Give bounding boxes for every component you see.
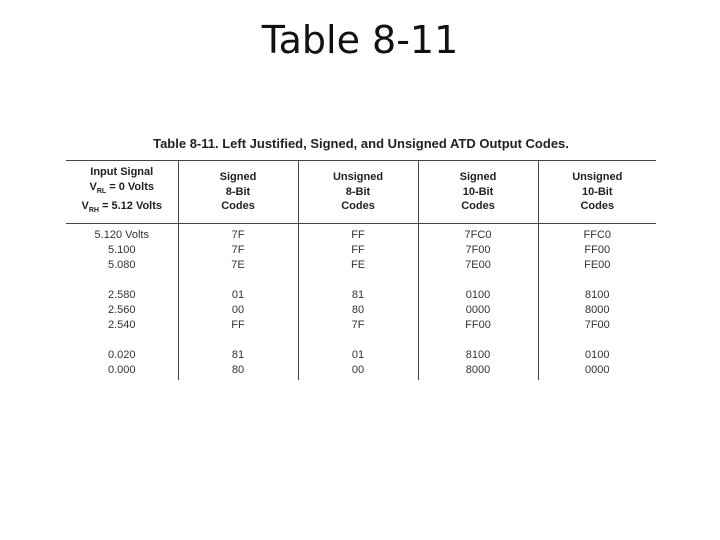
cell-signed-10bit: FF00 [418, 318, 538, 348]
table-body [66, 223, 656, 380]
cell-signed-8bit: 00 [178, 303, 298, 318]
table-row [66, 258, 656, 288]
cell-input-signal: 5.120 Volts [66, 223, 178, 243]
cell-signed-8bit: 80 [178, 363, 298, 380]
header-input-signal-line: Input Signal [90, 166, 154, 178]
atd-output-codes-table [66, 160, 656, 380]
cell-signed-10bit: 7FC0 [418, 223, 538, 243]
cell-input-signal: 2.560 [66, 303, 178, 318]
table-header [66, 161, 656, 224]
cell-input-signal: 0.000 [66, 363, 178, 380]
header-vrh: $V_{RH} = 5.12$ Volts [81, 200, 163, 215]
cell-input-signal: 5.100 [66, 243, 178, 258]
cell-unsigned-8bit: 80 [298, 303, 418, 318]
table-row [66, 303, 656, 318]
cell-signed-8bit: 7F [178, 243, 298, 258]
table-row [66, 363, 656, 380]
cell-unsigned-10bit: 8100 [585, 288, 610, 301]
cell-unsigned-8bit: 81 [298, 288, 418, 303]
header-signed-8bit: Signed 8-Bit Codes [178, 161, 298, 224]
cell-signed-10bit: 0000 [418, 303, 538, 318]
cell-signed-10bit: 0100 [418, 288, 538, 303]
cell-unsigned-10bit: 8000 [585, 303, 610, 316]
header-signed-10bit: Signed 10-Bit Codes [418, 161, 538, 224]
cell-input-signal: 2.580 [66, 288, 178, 303]
header-unsigned-8bit: Unsigned 8-Bit Codes [298, 161, 418, 224]
cell-unsigned-10bit: 0000 [585, 363, 610, 376]
table-row [66, 348, 656, 363]
header-unsigned-10bit: Unsigned 10-Bit Codes [538, 161, 656, 224]
cell-signed-10bit: 7E00 [418, 258, 538, 288]
cell-signed-10bit: 8000 [418, 363, 538, 380]
cell-input-signal: 5.080 [66, 258, 178, 288]
header-row [66, 161, 656, 224]
header-vrl: $V_{RL} = 0$ Volts [89, 180, 154, 195]
cell-input-signal: 0.020 [66, 348, 178, 363]
table-caption: Table 8-11. Left Justified, Signed, and Unsigned ATD Output Codes. [153, 136, 569, 151]
table-row [66, 288, 656, 303]
cell-signed-8bit: 7E [178, 258, 298, 288]
cell-unsigned-8bit: 01 [298, 348, 418, 363]
cell-unsigned-10bit: FF00 [584, 243, 611, 256]
cell-unsigned-10bit: FFC0 [583, 228, 611, 241]
cell-unsigned-8bit: FF [298, 243, 418, 258]
cell-unsigned-8bit: FE [298, 258, 418, 288]
cell-unsigned-10bit: 0100 [585, 348, 610, 361]
cell-signed-8bit: 81 [178, 348, 298, 363]
cell-signed-10bit: 7F00 [418, 243, 538, 258]
cell-input-signal: 2.540 [66, 318, 178, 348]
table-row [66, 243, 656, 258]
table-row [66, 223, 656, 243]
cell-unsigned-8bit: 7F [298, 318, 418, 348]
cell-signed-8bit: FF [178, 318, 298, 348]
header-input-signal [66, 161, 178, 224]
cell-unsigned-8bit: 00 [298, 363, 418, 380]
cell-unsigned-10bit: FE00 [584, 258, 611, 271]
cell-signed-10bit: 8100 [418, 348, 538, 363]
cell-signed-8bit: 7F [178, 223, 298, 243]
cell-signed-8bit: 01 [178, 288, 298, 303]
table-row [66, 318, 656, 348]
cell-unsigned-8bit: FF [298, 223, 418, 243]
slide-title: Table 8-11 [261, 18, 459, 62]
cell-unsigned-10bit: 7F00 [584, 318, 610, 331]
